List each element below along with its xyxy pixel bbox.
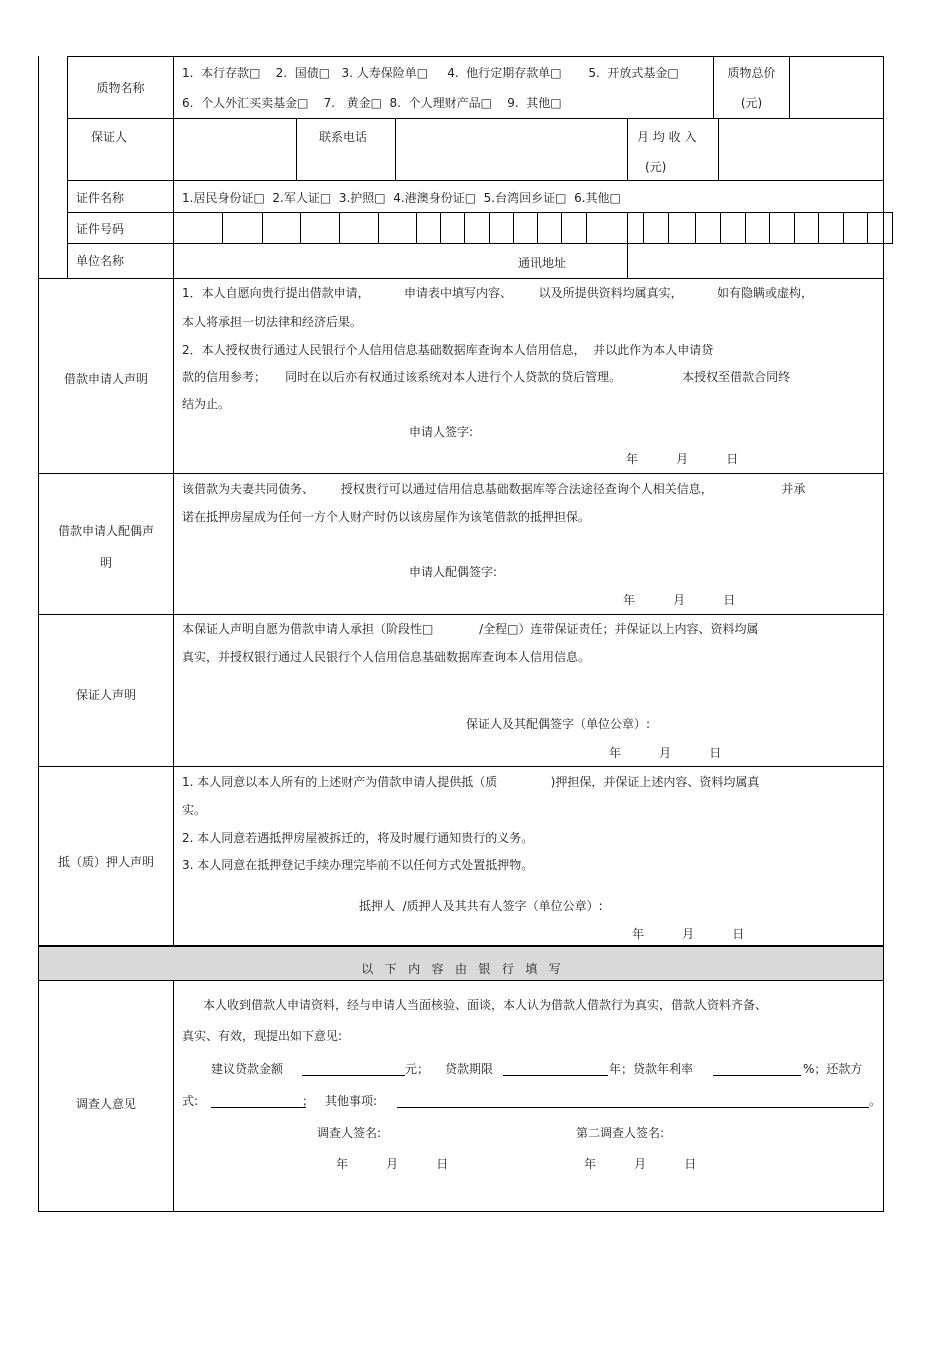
id-type-label: 证件名称 xyxy=(76,191,125,205)
other-matters-field[interactable] xyxy=(397,1107,869,1108)
employer-label: 单位名称 xyxy=(76,254,125,268)
repayment-method-field[interactable] xyxy=(211,1107,306,1108)
collateral-total-unit: (元) xyxy=(740,96,763,110)
interest-rate-unit: %；还款方 xyxy=(803,1062,863,1076)
applicant-statement-p1b: 本人将承担一切法律和经济后果。 xyxy=(182,315,363,329)
second-investigator-signature-date[interactable]: 年 月 日 xyxy=(584,1157,697,1171)
other-matters-end: 。 xyxy=(869,1094,882,1108)
interest-rate-field[interactable] xyxy=(713,1075,801,1076)
address-label: 通讯地址 xyxy=(518,256,567,270)
bank-section-title: 以 下 内 容 由 银 行 填 写 xyxy=(361,962,561,976)
guarantor-signature-label[interactable]: 保证人及其配偶签字（单位公章）: xyxy=(466,717,651,731)
guarantor-label: 保证人 xyxy=(91,130,128,144)
mortgagor-signature-date[interactable]: 年 月 日 xyxy=(632,927,745,941)
mortgagor-statement-p3: 3. 本人同意在抵押登记手续办理完毕前不以任何方式处置抵押物。 xyxy=(182,858,534,872)
spouse-statement-label-1: 借款申请人配偶声 xyxy=(57,524,154,538)
guarantor-statement-p1b: 真实，并授权银行通过人民银行个人信用信息基础数据库查询本人信用信息。 xyxy=(182,650,591,664)
investigator-p2: 真实、有效，现提出如下意见: xyxy=(182,1029,343,1043)
spouse-statement-p1b: 诺在抵押房屋成为任何一方个人财产时仍以该房屋作为该笔借款的抵押担保。 xyxy=(182,510,591,524)
guarantor-signature-date[interactable]: 年 月 日 xyxy=(609,746,722,760)
applicant-statement-p2c: 结为止。 xyxy=(182,397,231,411)
collateral-label: 质物名称 xyxy=(96,81,145,95)
collateral-total-value-field[interactable] xyxy=(790,57,883,118)
mortgagor-signature-label[interactable]: 抵押人 /质押人及其共有人签字（单位公章）: xyxy=(359,899,603,913)
mortgagor-statement-label: 抵（质）押人声明 xyxy=(57,855,154,869)
monthly-income-field[interactable] xyxy=(719,119,883,180)
spouse-statement-label-2: 明 xyxy=(99,556,112,570)
applicant-statement-p1a: 1．本人自愿向贵行提出借款申请， 申请表中填写内容、 以及所提供资料均属真实， 如有隐瞒或虚构， xyxy=(182,286,814,300)
applicant-signature-label[interactable]: 申请人签字: xyxy=(409,425,474,439)
mortgagor-statement-p1a: 1. 本人同意以本人所有的上述财产为借款申请人提供抵（质 )押担保，并保证上述内容、资料均属真 xyxy=(182,775,760,789)
second-investigator-signature-label[interactable]: 第二调查人签名: xyxy=(576,1126,665,1140)
employer-field[interactable] xyxy=(174,244,504,278)
id-type-options[interactable]: 1.居民身份证□ 2.军人证□ 3.护照□ 4.港澳身份证□ 5.台湾回乡证□ 6.其他□ xyxy=(182,191,621,205)
spouse-signature-label[interactable]: 申请人配偶签字: xyxy=(409,565,498,579)
repayment-method-separator: ； xyxy=(302,1094,315,1108)
phone-field[interactable] xyxy=(396,119,627,180)
loan-term-unit: 年；贷款年利率 xyxy=(609,1062,694,1076)
phone-label: 联系电话 xyxy=(319,130,368,144)
spouse-statement-p1a: 该借款为夫妻共同债务、 授权贵行可以通过信用信息基础数据库等合法途径查询个人相关信息， 并承 xyxy=(182,482,806,496)
collateral-total-label: 质物总价 xyxy=(727,66,776,80)
applicant-statement-p2b: 款的信用参考； 同时在以后亦有权通过该系统对本人进行个人贷款的贷后管理。 本授权至借款合同终 xyxy=(182,370,791,384)
guarantor-statement-p1a: 本保证人声明自愿为借款申请人承担（阶段性□ /全程□）连带保证责任；并保证以上内容、资料均属 xyxy=(182,622,759,636)
applicant-statement-p2a: 2．本人授权贵行通过人民银行个人信用信息基础数据库查询本人信用信息， 并以此作为本人申请贷 xyxy=(182,343,714,357)
id-number-boxes[interactable] xyxy=(174,213,892,243)
guarantor-name-field[interactable] xyxy=(174,119,296,180)
mortgagor-statement-p2: 2. 本人同意若遇抵押房屋被拆迁的，将及时履行通知贵行的义务。 xyxy=(182,831,534,845)
loan-amount-unit: 元； xyxy=(405,1062,430,1076)
applicant-signature-date[interactable]: 年 月 日 xyxy=(626,452,739,466)
investigator-label: 调查人意见 xyxy=(75,1097,136,1111)
collateral-options-line-1: 1. 本行存款□ 2. 国债□ 3. 人寿保险单□ 4. 他行定期存款单□ 5. 开放式基金□ xyxy=(182,66,679,80)
address-field[interactable] xyxy=(628,244,883,278)
other-matters-label: 其他事项: xyxy=(325,1094,378,1108)
spouse-signature-date[interactable]: 年 月 日 xyxy=(623,593,736,607)
investigator-signature-label[interactable]: 调查人签名: xyxy=(317,1126,382,1140)
loan-term-field[interactable] xyxy=(503,1075,608,1076)
applicant-statement-label: 借款申请人声明 xyxy=(63,372,148,386)
loan-amount-label: 建议贷款金额 xyxy=(211,1062,284,1076)
investigator-signature-date[interactable]: 年 月 日 xyxy=(336,1157,449,1171)
collateral-options-line-2: 6. 个人外汇买卖基金□ 7. 黄金□ 8. 个人理财产品□ 9. 其他□ xyxy=(182,96,562,110)
monthly-income-unit: (元) xyxy=(645,160,667,174)
mortgagor-statement-p1b: 实。 xyxy=(182,803,207,817)
loan-amount-field[interactable] xyxy=(302,1075,405,1076)
guarantor-statement-label: 保证人声明 xyxy=(75,688,136,702)
loan-term-label: 贷款期限 xyxy=(445,1062,494,1076)
id-number-label: 证件号码 xyxy=(76,222,125,236)
repayment-method-label: 式: xyxy=(182,1094,199,1108)
investigator-p1: 本人收到借款人申请资料，经与申请人当面核验、面谈，本人认为借款人借款行为真实，借款人资料齐备、 xyxy=(203,998,768,1012)
monthly-income-label: 月 均 收 入 xyxy=(637,130,697,144)
